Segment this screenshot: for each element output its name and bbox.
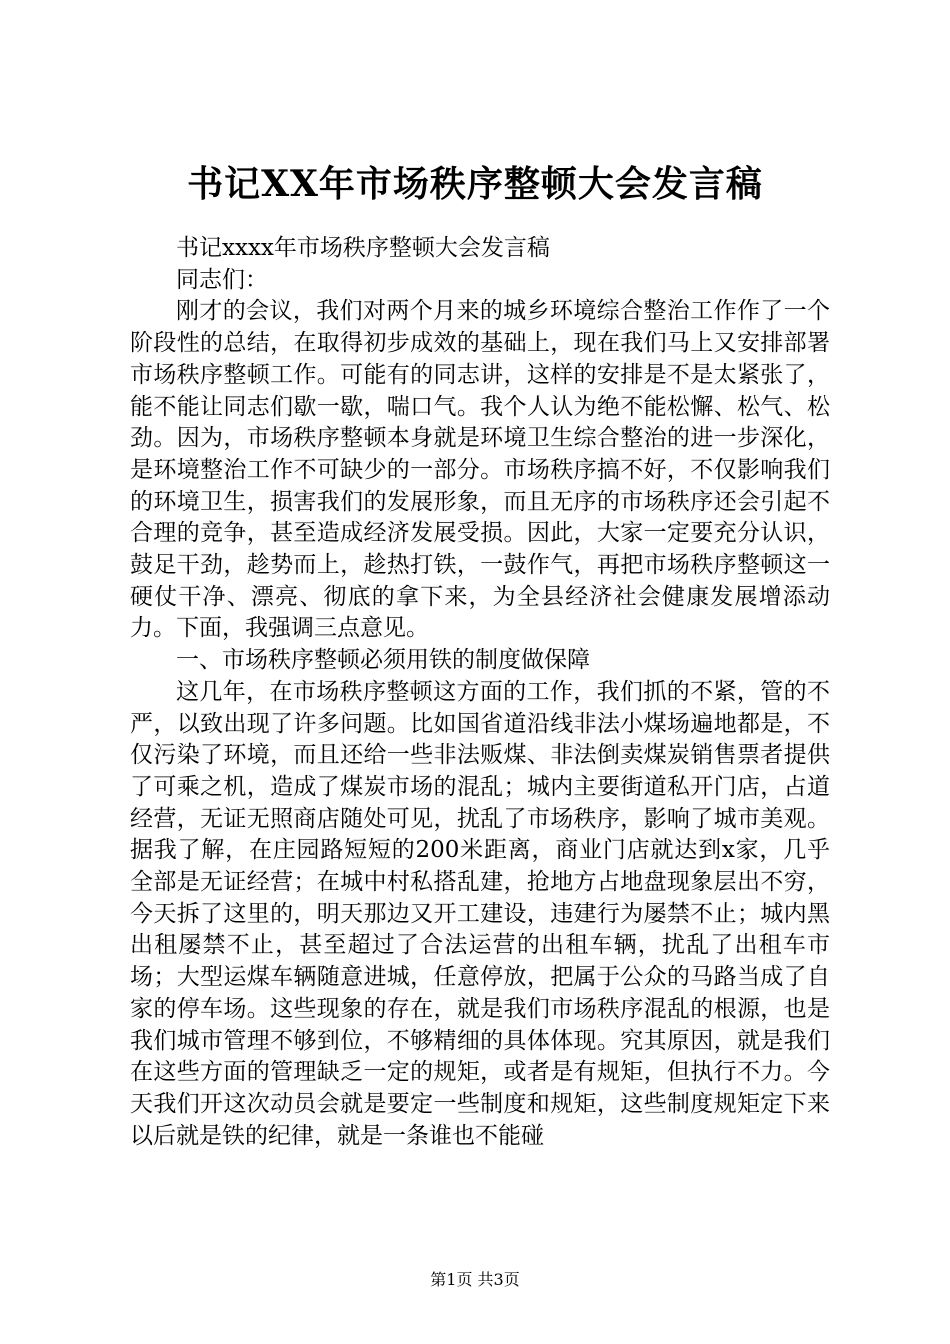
document-title: 书记XX年市场秩序整顿大会发言稿 [187,163,763,205]
paragraph-subtitle: 书记xxxx年市场秩序整顿大会发言稿 [176,235,550,261]
paragraph-intro: 刚才的会议，我们对两个月来的城乡环境综合整治工作作了一个阶段性的总结，在取得初步成效的基础上，现在我们马上又安排部署市场秩序整顿工作。可能有的同志讲，这样的安排是不是太紧张了，能不能让同志们歇一歇，喘口气。我个人认为绝不能松懈、松气、松劲。因为，市场秩序整顿本身就是环境卫生综合整治的进一步深化，是环境整治工作不可缺少的一部分。市场秩序搞不好，不仅影响我们的环境卫生，损害我们的发展形象，而且无序的市场秩序还会引起不合理的竞争，甚至造成经济发展受损。因此，大家一定要充分认识，鼓足干劲，趁势而上，趁热打铁，一鼓作气，再把市场秩序整顿这一硬仗干净、漂亮、彻底的拿下来，为全县经济社会健康发展增添动力。下面，我强调三点意见。 [130,298,830,642]
section-heading-1: 一、市场秩序整顿必须用铁的制度做保障 [176,647,590,674]
paragraph-salutation: 同志们： [176,266,268,293]
document-body [130,233,830,1152]
paragraph-section-1: 这几年，在市场秩序整顿这方面的工作，我们抓的不紧，管的不严，以致出现了许多问题。比如国省道沿线非法小煤场遍地都是，不仅污染了环境，而且还给一些非法贩煤、非法倒卖煤炭销售票者提供了可乘之机，造成了煤炭市场的混乱；城内主要街道私开门店，占道经营，无证无照商店随处可见，扰乱了市场秩序，影响了城市美观。据我了解，在庄园路短短的200米距离，商业门店就达到x家，几乎全部是无证经营；在城中村私搭乱建，抢地方占地盘现象层出不穷，今天拆了这里的，明天那边又开工建设，违建行为屡禁不止；城内黑出租屡禁不止，甚至超过了合法运营的出租车辆，扰乱了出租车市场；大型运煤车辆随意进城，任意停放，把属于公众的马路当成了自家的停车场。这些现象的存在，就是我们市场秩序混乱的根源，也是我们城市管理不够到位，不够精细的具体体现。究其原因，就是我们在这些方面的管理缺乏一定的规矩，或者是有规矩，但执行不力。今天我们开这次动员会就是要定一些制度和规矩，这些制度规矩定下来以后就是铁的纪律，就是一条谁也不能碰 [130,678,830,1149]
page-footer: 第1页 共3页 [430,1270,520,1289]
